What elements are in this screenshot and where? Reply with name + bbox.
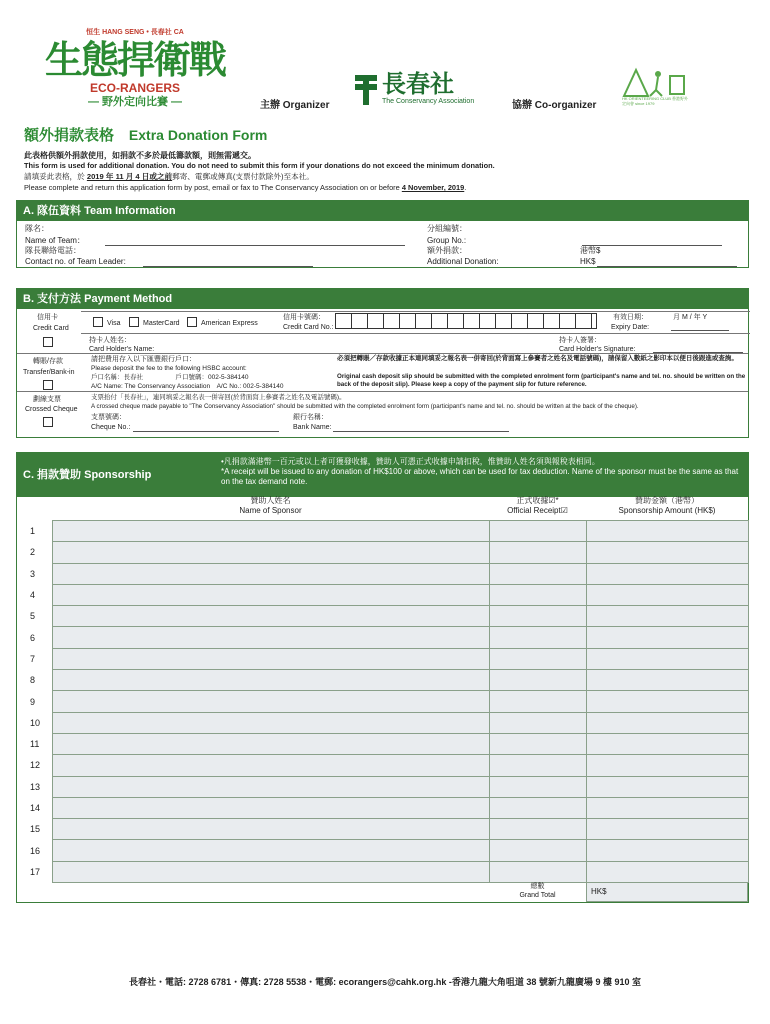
sponsor-name-cell[interactable] bbox=[52, 797, 489, 818]
table-row bbox=[16, 712, 749, 733]
row-number: 8 bbox=[16, 670, 52, 691]
table-row bbox=[16, 542, 749, 563]
table-row bbox=[16, 776, 749, 797]
team-name-label-en: Name of Team： bbox=[25, 236, 85, 245]
cheque-no-label-cn: 支票號碼： bbox=[91, 414, 126, 421]
intro-line-4 bbox=[24, 183, 466, 193]
amount-cell[interactable] bbox=[586, 648, 749, 669]
cc-label-cn: 信用卡 bbox=[37, 314, 58, 321]
hk-label-cn: 港幣$ bbox=[580, 246, 601, 255]
visa-checkbox[interactable] bbox=[93, 317, 103, 327]
section-c-note bbox=[213, 453, 748, 497]
cheque-no-input[interactable] bbox=[133, 431, 279, 432]
addl-label-cn: 額外捐款： bbox=[427, 246, 467, 255]
receipt-cell[interactable] bbox=[489, 840, 586, 861]
row-number: 9 bbox=[16, 691, 52, 712]
hk-label-en: HK$ bbox=[580, 257, 596, 266]
logo-cn: 生態捍衛戰 bbox=[44, 38, 225, 82]
row-number: 14 bbox=[16, 797, 52, 818]
visa-label: Visa bbox=[107, 320, 121, 327]
card-no-label-en: Credit Card No.: bbox=[283, 324, 334, 331]
col-header-receipt bbox=[489, 496, 586, 516]
contact-input[interactable] bbox=[143, 266, 313, 267]
card-number-boxes[interactable] bbox=[335, 313, 597, 329]
col-header-amount bbox=[586, 496, 748, 516]
intro-line-4-pre: Please complete and return this application form by post, email or fax to The Conservancy Association on or before bbox=[24, 183, 402, 192]
team-name-label-cn: 隊名： bbox=[25, 224, 49, 233]
amount-cell[interactable] bbox=[586, 819, 749, 840]
sponsor-name-cell[interactable] bbox=[52, 521, 489, 542]
organizer-label: 主辦 Organizer bbox=[260, 100, 330, 111]
addl-donation-input[interactable] bbox=[597, 266, 737, 267]
transfer-line-2: Please deposit the fee to the following HSBC account: bbox=[91, 365, 247, 372]
intro-line-4-date: 4 November, 2019 bbox=[401, 183, 465, 192]
intro-line-2: This form is used for additional donation. You do not need to submit this form if your donations do not exceed the minimum donation. bbox=[24, 161, 495, 170]
sponsor-name-cell[interactable] bbox=[52, 648, 489, 669]
section-c-note-en: *A receipt will be issued to any donation of HK$100 or above, which can be used for tax deduction. Name of the sponsor must be the same as that on the tax demand note. bbox=[221, 467, 739, 486]
transfer-divider bbox=[17, 353, 748, 354]
grand-total-hk: HK$ bbox=[591, 887, 607, 896]
hkoc-logo bbox=[622, 66, 692, 110]
transfer-label-cn: 轉賬/存款 bbox=[33, 358, 63, 365]
row-number: 7 bbox=[16, 648, 52, 669]
col-header-amount-en: Sponsorship Amount (HK$) bbox=[618, 506, 716, 515]
sponsor-name-cell[interactable] bbox=[52, 584, 489, 605]
expiry-label-en: Expiry Date: bbox=[611, 324, 650, 331]
receipt-cell[interactable] bbox=[489, 606, 586, 627]
row-number: 5 bbox=[16, 606, 52, 627]
intro-line-3-date: 2019 年 11 月 4 日或之前 bbox=[86, 172, 173, 181]
expiry-format: 月 M / 年 Y bbox=[673, 314, 708, 321]
sponsor-name-cell[interactable] bbox=[52, 542, 489, 563]
cc-checkbox[interactable] bbox=[43, 337, 53, 347]
mastercard-checkbox[interactable] bbox=[129, 317, 139, 327]
receipt-cell[interactable] bbox=[489, 521, 586, 542]
cc-divider bbox=[81, 333, 750, 334]
title-cn: 額外捐款表格 bbox=[24, 127, 115, 144]
ca-name-cn: 長春社 bbox=[382, 71, 454, 98]
table-row bbox=[16, 648, 749, 669]
col-header-name-cn: 贊助人姓名 bbox=[250, 496, 291, 505]
receipt-cell[interactable] bbox=[489, 861, 586, 882]
receipt-cell[interactable] bbox=[489, 797, 586, 818]
col-header-receipt-en: Official Receipt☑ bbox=[507, 506, 568, 515]
col-header-receipt-cn: 正式收據☑* bbox=[516, 496, 559, 505]
sponsor-name-cell[interactable] bbox=[52, 606, 489, 627]
transfer-line-4: A/C Name: The Conservancy Association A/C No.: 002-5-384140 bbox=[91, 383, 284, 390]
receipt-cell[interactable] bbox=[489, 670, 586, 691]
transfer-note-cn: 必須把轉賬／存款收據正本連同填妥之報名表一併寄回(於背面寫上參賽者之姓名及電話號碼)，請保留入數紙之影印本以便日後跟進或查詢。 bbox=[337, 355, 738, 362]
intro-line-3 bbox=[24, 172, 314, 182]
table-row bbox=[16, 606, 749, 627]
table-row bbox=[16, 840, 749, 861]
addl-label-en: Additional Donation: bbox=[427, 257, 499, 266]
col-header-name bbox=[52, 496, 489, 516]
amount-cell[interactable] bbox=[586, 542, 749, 563]
bank-label-en: Bank Name: bbox=[293, 424, 332, 431]
receipt-cell[interactable] bbox=[489, 712, 586, 733]
sponsor-name-cell[interactable] bbox=[52, 670, 489, 691]
transfer-line-1: 請把費用存入以下匯豐銀行戶口： bbox=[91, 356, 196, 363]
sponsor-name-cell[interactable] bbox=[52, 627, 489, 648]
contact-label-cn: 隊長聯絡電話： bbox=[25, 246, 81, 255]
cheque-no-label-en: Cheque No.: bbox=[91, 424, 131, 431]
cheque-line-2: A crossed cheque made payable to "The Conservancy Association" should be submitted with the completed enrolment form (participant's name and tel. no. should be written at the back of the cheque). bbox=[91, 403, 639, 410]
row-number: 3 bbox=[16, 563, 52, 584]
title-en: Extra Donation Form bbox=[128, 127, 268, 143]
row-number: 11 bbox=[16, 733, 52, 754]
amex-checkbox[interactable] bbox=[187, 317, 197, 327]
sponsor-name-cell[interactable] bbox=[52, 691, 489, 712]
receipt-cell[interactable] bbox=[489, 627, 586, 648]
cheque-divider bbox=[17, 391, 748, 392]
team-name-input[interactable] bbox=[105, 245, 405, 246]
amount-cell[interactable] bbox=[586, 861, 749, 882]
cheque-label-cn: 劃線支票 bbox=[33, 396, 61, 403]
row-number: 12 bbox=[16, 755, 52, 776]
receipt-cell[interactable] bbox=[489, 648, 586, 669]
sig-label-cn: 持卡人簽署： bbox=[559, 337, 601, 344]
sponsor-name-cell[interactable] bbox=[52, 563, 489, 584]
amount-cell[interactable] bbox=[586, 521, 749, 542]
receipt-cell[interactable] bbox=[489, 776, 586, 797]
expiry-input[interactable] bbox=[671, 330, 729, 331]
section-b bbox=[16, 288, 749, 438]
event-logo bbox=[40, 28, 230, 118]
table-row bbox=[16, 691, 749, 712]
intro-line-3-post: 郵寄、電郵或傳真(支票付款除外)至本社。 bbox=[172, 172, 314, 181]
ca-logo bbox=[352, 72, 492, 108]
row-number: 6 bbox=[16, 627, 52, 648]
amount-cell[interactable] bbox=[586, 563, 749, 584]
transfer-checkbox[interactable] bbox=[43, 380, 53, 390]
mastercard-label: MasterCard bbox=[143, 320, 180, 327]
receipt-cell[interactable] bbox=[489, 563, 586, 584]
cc-grid bbox=[81, 311, 750, 312]
group-input[interactable] bbox=[582, 245, 722, 246]
row-number: 10 bbox=[16, 712, 52, 733]
holder-label-cn: 持卡人姓名： bbox=[89, 337, 131, 344]
amount-cell[interactable] bbox=[586, 712, 749, 733]
table-row bbox=[16, 584, 749, 605]
cheque-label-en: Crossed Cheque bbox=[25, 406, 78, 413]
table-row bbox=[16, 627, 749, 648]
sponsor-name-cell[interactable] bbox=[52, 819, 489, 840]
receipt-cell[interactable] bbox=[489, 755, 586, 776]
sig-label-en: Card Holder's Signature: bbox=[559, 346, 636, 353]
receipt-cell[interactable] bbox=[489, 584, 586, 605]
transfer-note-en: Original cash deposit slip should be submitted with the completed enrolment form (participant's name and tel. no. should be written on the back of the deposit slip). Please keep a copy of the payment slip for future reference. bbox=[337, 373, 746, 388]
intro-line-3-pre: 請填妥此表格，於 bbox=[24, 172, 87, 181]
table-row bbox=[16, 755, 749, 776]
amount-cell[interactable] bbox=[586, 755, 749, 776]
receipt-cell[interactable] bbox=[489, 691, 586, 712]
group-label-cn: 分組編號： bbox=[427, 224, 467, 233]
sponsor-name-cell[interactable] bbox=[52, 840, 489, 861]
expiry-label-cn: 有效日期： bbox=[613, 314, 648, 321]
group-label-en: Group No.: bbox=[427, 236, 467, 245]
section-a bbox=[16, 200, 749, 268]
amount-cell[interactable] bbox=[586, 606, 749, 627]
grand-total-en: Grand Total bbox=[519, 892, 556, 899]
ca-name-en: The Conservancy Association bbox=[382, 98, 475, 105]
sponsor-name-cell[interactable] bbox=[52, 712, 489, 733]
bank-label-cn: 銀行名稱： bbox=[293, 414, 328, 421]
coorganizer-label: 協辦 Co-organizer bbox=[512, 100, 597, 111]
table-row bbox=[16, 819, 749, 840]
cheque-line-1: 支票抬付「長春社」，連同填妥之報名表一併寄回(於背面寫上參賽者之姓名及電話號碼)。 bbox=[91, 394, 346, 401]
grand-total-input[interactable] bbox=[586, 882, 748, 902]
cheque-checkbox[interactable] bbox=[43, 417, 53, 427]
row-number: 16 bbox=[16, 840, 52, 861]
row-number: 15 bbox=[16, 819, 52, 840]
amount-cell[interactable] bbox=[586, 797, 749, 818]
receipt-cell[interactable] bbox=[489, 542, 586, 563]
col-header-amount-cn: 贊助金額（港幣） bbox=[635, 496, 699, 505]
footer-contact: 長春社・電話: 2728 6781・傳真: 2728 5538・電郵: ecorangers@cahk.org.hk -香港九龍大角咀道 38 號新九龍廣場 9 樓 910 室 bbox=[129, 977, 641, 987]
amount-cell[interactable] bbox=[586, 840, 749, 861]
sponsorship-table bbox=[16, 520, 749, 883]
logo-en: ECO-RANGERS bbox=[89, 81, 180, 95]
row-number: 1 bbox=[16, 521, 52, 542]
table-row bbox=[16, 563, 749, 584]
logo-sub: — 野外定向比賽 — bbox=[87, 96, 183, 108]
section-c-note-cn: •凡捐款滿港幣一百元或以上者可獲發收據，贊助人可憑正式收據申請扣稅，惟贊助人姓名須與報稅表相同。 bbox=[221, 457, 600, 466]
sponsor-name-cell[interactable] bbox=[52, 755, 489, 776]
grand-total-cn: 總數 bbox=[530, 883, 545, 890]
receipt-cell[interactable] bbox=[489, 819, 586, 840]
sponsor-name-cell[interactable] bbox=[52, 733, 489, 754]
amex-label: American Express bbox=[201, 320, 258, 327]
transfer-label-en: Transfer/Bank-in bbox=[23, 369, 75, 376]
page-title bbox=[24, 124, 267, 145]
grand-total-row bbox=[489, 882, 586, 900]
amount-cell[interactable] bbox=[586, 627, 749, 648]
amount-cell[interactable] bbox=[586, 584, 749, 605]
row-number: 4 bbox=[16, 584, 52, 605]
tree-icon bbox=[352, 72, 380, 106]
cc-label-en: Credit Card bbox=[33, 325, 69, 332]
sponsor-line: 恒生 HANG SENG • 長春社 CA bbox=[86, 29, 184, 36]
col-header-name-en: Name of Sponsor bbox=[239, 506, 302, 515]
sponsor-name-cell[interactable] bbox=[52, 776, 489, 797]
holder-label-en: Card Holder's Name: bbox=[89, 346, 155, 353]
section-c-title: C. 捐款贊助 Sponsorship bbox=[17, 453, 213, 497]
card-no-label-cn: 信用卡號碼： bbox=[283, 314, 325, 321]
table-row bbox=[16, 861, 749, 882]
amount-cell[interactable] bbox=[586, 733, 749, 754]
receipt-cell[interactable] bbox=[489, 733, 586, 754]
transfer-line-3: 戶口名稱：長春社 戶口號碼：002-5-384140 bbox=[91, 374, 249, 381]
row-number: 13 bbox=[16, 776, 52, 797]
section-a-title: A. 隊伍資料 Team Information bbox=[17, 201, 748, 221]
row-number: 2 bbox=[16, 542, 52, 563]
table-row bbox=[16, 670, 749, 691]
bank-input[interactable] bbox=[333, 431, 509, 432]
table-row bbox=[16, 797, 749, 818]
amount-cell[interactable] bbox=[586, 670, 749, 691]
row-number: 17 bbox=[16, 861, 52, 882]
section-b-title: B. 支付方法 Payment Method bbox=[17, 289, 748, 309]
table-row bbox=[16, 733, 749, 754]
hkoc-text: HK ORIENTEERING CLUB 香港野外定向會 since 1979 bbox=[622, 96, 689, 106]
amount-cell[interactable] bbox=[586, 776, 749, 797]
amount-cell[interactable] bbox=[586, 691, 749, 712]
contact-label-en: Contact no. of Team Leader: bbox=[25, 257, 126, 266]
sponsor-name-cell[interactable] bbox=[52, 861, 489, 882]
table-row bbox=[16, 521, 749, 542]
intro-line-1: 此表格供額外捐款使用，如捐款不多於最低籌款額，則無需遞交。 bbox=[24, 151, 256, 160]
intro-line-4-post: . bbox=[464, 183, 467, 192]
